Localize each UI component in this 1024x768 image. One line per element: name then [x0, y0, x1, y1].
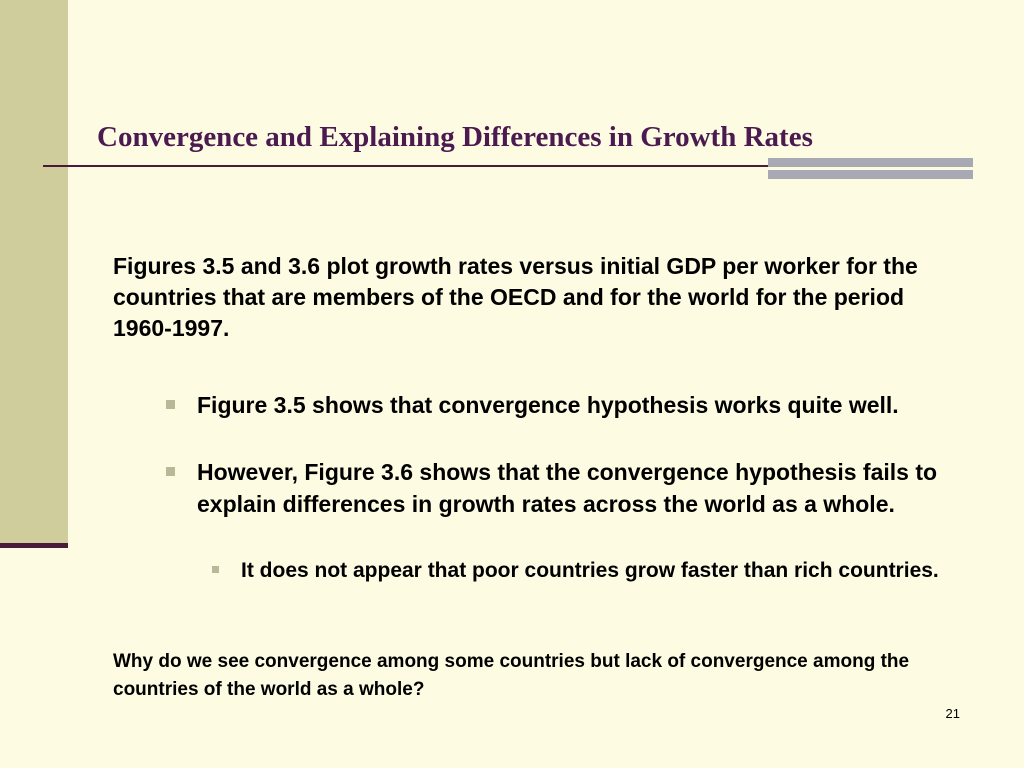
left-decorative-band: [0, 0, 68, 543]
slide-title: Convergence and Explaining Differences in Growth Rates: [97, 121, 813, 153]
decorative-gray-bar-top: [768, 158, 973, 167]
page-number: 21: [945, 706, 960, 721]
square-bullet-icon: [166, 400, 175, 409]
bullet-text: However, Figure 3.6 shows that the convergence hypothesis fails to explain differences in growth rates across the world as a whole.: [197, 459, 938, 517]
sub-bullet-text: It does not appear that poor countries grow faster than rich countries.: [241, 559, 939, 582]
left-band-accent-line: [0, 543, 68, 548]
bullet-text: Figure 3.5 shows that convergence hypothesis works quite well.: [197, 392, 899, 418]
decorative-gray-bar-bottom: [768, 170, 973, 179]
square-bullet-icon: [166, 467, 175, 476]
intro-paragraph: Figures 3.5 and 3.6 plot growth rates versus initial GDP per worker for the countries that are members of the OECD and for the world for the period 1960-1997.: [113, 253, 918, 341]
square-bullet-icon: [212, 566, 219, 573]
closing-question: Why do we see convergence among some countries but lack of convergence among the countries of the world as a whole?: [113, 651, 910, 700]
